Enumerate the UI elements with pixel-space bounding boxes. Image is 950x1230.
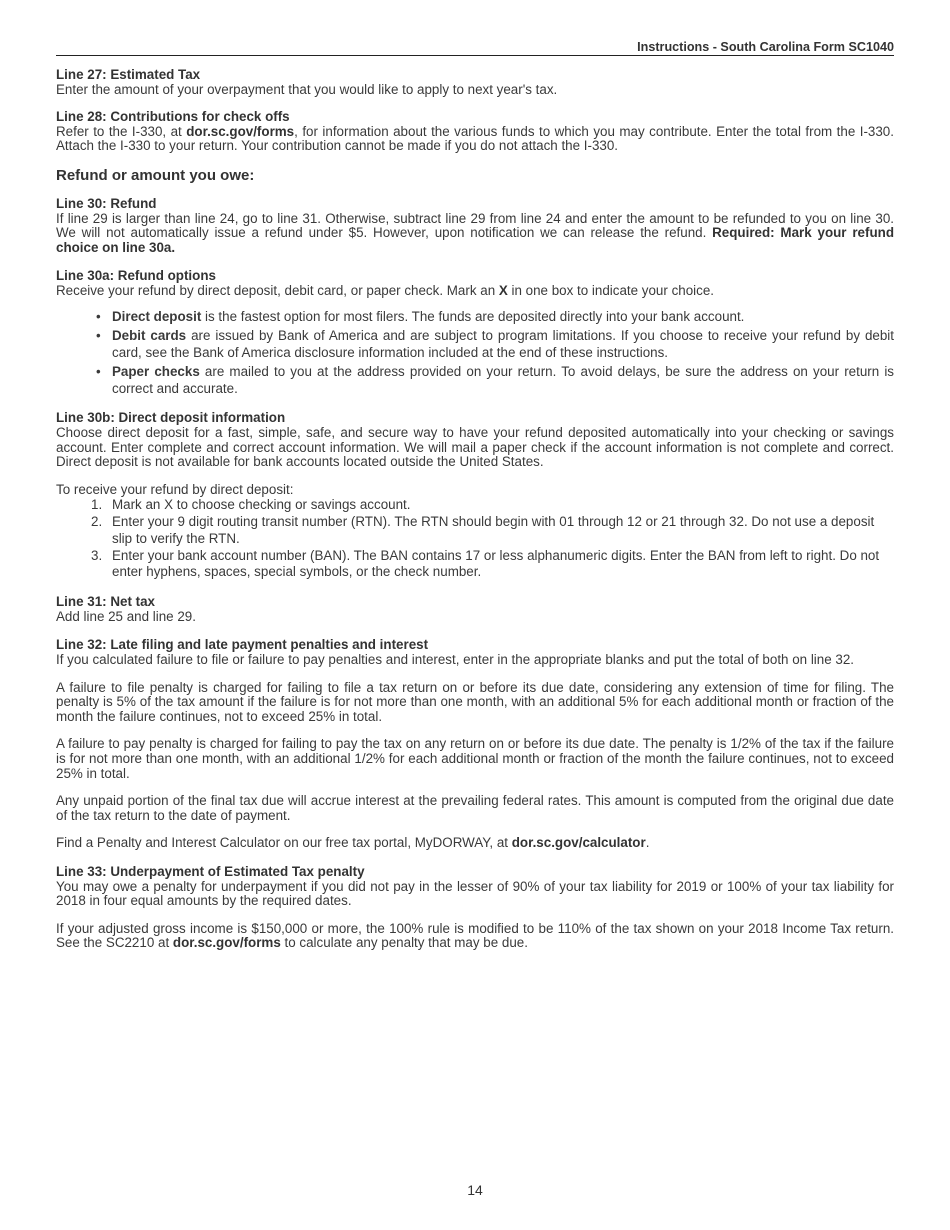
- list-item: [96, 308, 894, 325]
- section-line-30: [56, 197, 894, 255]
- line-30b-text: Choose direct deposit for a fast, simple, safe, and secure way to have your refund deposited automatically into your checking or savings account. Enter complete and correct account information. We will mail a paper check if the account information is not complete and correct. Direct deposit is not available for bank accounts located outside the United States.: [56, 424, 894, 470]
- refund-options-list: [56, 308, 894, 398]
- list-item: [96, 363, 894, 397]
- section-line-33: [56, 865, 894, 951]
- line-30a-text: [56, 284, 894, 299]
- section-line-32: [56, 638, 894, 851]
- direct-deposit-steps: [56, 497, 894, 581]
- line-28-text-b: , for information about the various funds to which you may contribute. Enter the total from the I-330. Attach the I-330 to your return. Your contribution cannot be made if you do not attach the I-330.: [56, 123, 894, 154]
- list-item: [91, 547, 894, 582]
- line-32-p5: [56, 836, 894, 851]
- option-text: are issued by Bank of America and are subject to program limitations. If you choose to receive your refund by debit card, see the Bank of America disclosure information included at the end of these instructions.: [112, 327, 894, 360]
- line-28-text: [56, 125, 894, 154]
- line-33-p2: [56, 922, 894, 951]
- line-30a-heading: Line 30a: Refund options: [56, 268, 216, 284]
- section-line-30b: [56, 411, 894, 581]
- line-33-p2-a: If your adjusted gross income is $150,000 or more, the 100% rule is modified to be 110% of the tax shown on your 2018 Income Tax return. See the SC2210 at: [56, 920, 894, 951]
- section-line-27: [56, 68, 894, 97]
- line-30a-text-b: in one box to indicate your choice.: [507, 282, 714, 298]
- step-text: Enter your 9 digit routing transit number (RTN). The RTN should begin with 01 through 12 or 21 through 32. Do not use a deposit slip to verify the RTN.: [112, 514, 875, 546]
- line-32-p2: A failure to file penalty is charged for failing to file a tax return on or before its due date, considering any extension of time for filing. The penalty is 5% of the tax amount if the failure is for not more than one month, with an additional 5% for each additional month or fraction of the month the failure continues, not to exceed 25% in total.: [56, 679, 894, 724]
- line-30-text: [56, 212, 894, 256]
- line-30-heading: Line 30: Refund: [56, 195, 157, 211]
- list-item: [96, 327, 894, 361]
- line-32-p5-a: Find a Penalty and Interest Calculator on our free tax portal, MyDORWAY, at: [56, 835, 512, 851]
- list-item: [91, 497, 894, 514]
- forms-link[interactable]: dor.sc.gov/forms: [172, 935, 281, 951]
- line-33-p2-b: to calculate any penalty that may be due.: [280, 935, 528, 951]
- page-content: [56, 68, 894, 964]
- option-name: Paper checks: [112, 364, 200, 380]
- line-28-heading: Line 28: Contributions for check offs: [56, 109, 290, 125]
- forms-link[interactable]: dor.sc.gov/forms: [186, 123, 295, 139]
- line-33-p1: You may owe a penalty for underpayment if you did not pay in the lesser of 90% of your tax liability for 2019 or 100% of your tax liability for 2018 in four equal amounts by the required dates.: [56, 878, 894, 909]
- option-text: are mailed to you at the address provided on your return. To avoid delays, be sure the address on your return is correct and accurate.: [112, 364, 894, 397]
- option-text: is the fastest option for most filers. The funds are deposited directly into your bank account.: [201, 308, 745, 324]
- line-27-text: Enter the amount of your overpayment that you would like to apply to next year's tax.: [56, 81, 558, 97]
- section-line-30a: [56, 269, 894, 397]
- line-33-heading: Line 33: Underpayment of Estimated Tax penalty: [56, 863, 365, 879]
- step-number: 3.: [91, 547, 103, 563]
- line-30-text-a: If line 29 is larger than line 24, go to line 31. Otherwise, subtract line 29 from line 24 and enter the amount to be refunded to you on line 30. We will not automatically issue a refund under $5. However, upon notification we can release the refund.: [56, 210, 894, 241]
- line-27-heading: Line 27: Estimated Tax: [56, 67, 201, 82]
- bullet-icon: •: [96, 308, 101, 324]
- page-number: 14: [467, 1182, 483, 1198]
- section-line-28: [56, 110, 894, 154]
- line-28-text-a: Refer to the I-330, at: [56, 123, 187, 139]
- list-item: [91, 514, 894, 548]
- line-31-text: Add line 25 and line 29.: [56, 608, 196, 624]
- line-32-p5-b: .: [645, 835, 650, 851]
- line-30a-x: X: [498, 282, 508, 298]
- line-30-required-note: Required: Mark your refund choice on line 30a.: [56, 225, 894, 255]
- line-32-p1: If you calculated failure to file or failure to pay penalties and interest, enter in the appropriate blanks and put the total of both on line 32.: [56, 652, 854, 668]
- option-name: Debit cards: [112, 327, 187, 343]
- option-name: Direct deposit: [112, 308, 202, 324]
- step-number: 2.: [91, 514, 103, 530]
- line-30b-heading: Line 30b: Direct deposit information: [56, 410, 286, 426]
- line-30b-intro: To receive your refund by direct deposit:: [56, 481, 294, 497]
- bullet-icon: •: [96, 364, 101, 380]
- calculator-link[interactable]: dor.sc.gov/calculator: [511, 835, 646, 851]
- step-number: 1.: [91, 497, 103, 513]
- line-31-heading: Line 31: Net tax: [56, 594, 155, 610]
- step-text: Mark an X to choose checking or savings account.: [112, 497, 411, 513]
- step-text: Enter your bank account number (BAN). The BAN contains 17 or less alphanumeric digits. Enter the BAN from left to right. Do not enter hyphens, spaces, special symbols, or the check number.: [112, 547, 880, 580]
- line-30a-text-a: Receive your refund by direct deposit, debit card, or paper check. Mark an: [56, 282, 499, 298]
- line-32-p3: A failure to pay penalty is charged for failing to pay the tax on any return on or before its due date. The penalty is 1/2% of the tax if the failure is for not more than one month, with an additional 1/2% for each additional month or fraction of the month the failure continues, not to exceed 25% in total.: [56, 736, 894, 781]
- document-page: [56, 0, 894, 1230]
- header-rule: [56, 55, 894, 56]
- line-32-heading: Line 32: Late filing and late payment penalties and interest: [56, 637, 429, 653]
- section-heading-refund: Refund or amount you owe:: [56, 166, 255, 184]
- line-32-p4: Any unpaid portion of the final tax due will accrue interest at the prevailing federal rates. This amount is computed from the original due date of the tax return to the date of payment.: [56, 793, 894, 823]
- bullet-icon: •: [96, 327, 101, 343]
- page-header: Instructions - South Carolina Form SC1040: [637, 40, 894, 54]
- section-line-31: [56, 595, 894, 624]
